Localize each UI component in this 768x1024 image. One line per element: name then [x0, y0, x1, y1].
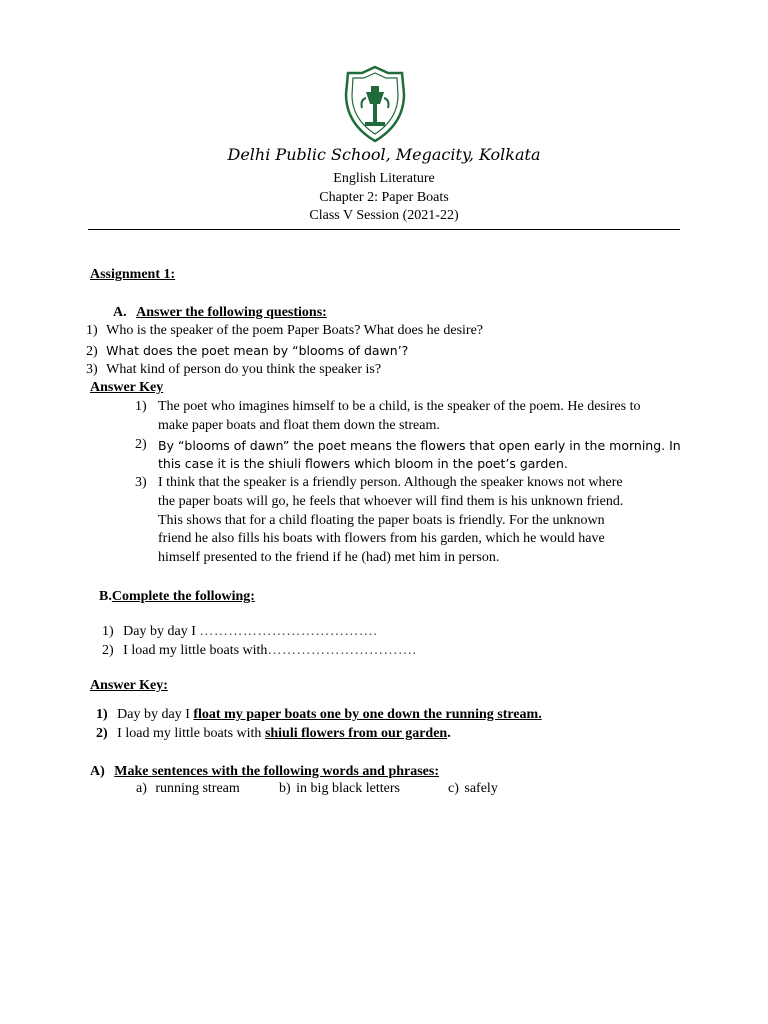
section-a-marker: A. — [113, 305, 127, 320]
answer-line: This shows that for a child floating the paper boats is friendly. For the unknown — [158, 513, 605, 528]
school-crest-logo — [340, 64, 410, 144]
question-number: 2) — [86, 344, 98, 359]
school-name: Delhi Public School, Megacity, Kolkata — [227, 145, 541, 164]
header-divider — [88, 229, 680, 230]
question-text: What kind of person do you think the speaker is? — [106, 362, 382, 377]
answer-line: make paper boats and float them down the stream. — [158, 418, 440, 433]
fill-blank-text: I load my little boats with — [123, 643, 268, 658]
phrase-item — [448, 781, 498, 797]
answer-key-prefix: Day by day I — [117, 707, 194, 722]
fill-blank-line: …………………………. — [267, 643, 417, 658]
fill-blank-item — [102, 624, 377, 640]
phrase-item — [279, 781, 400, 797]
phrase-label: c) — [448, 781, 459, 796]
phrase-text: safely — [464, 781, 498, 796]
answer-line: I think that the speaker is a friendly person. Although the speaker knows not where — [158, 475, 623, 490]
fill-blank-item — [102, 643, 416, 659]
phrase-text: in big black letters — [296, 781, 400, 796]
assignment-title: Assignment 1: — [90, 267, 176, 282]
answer-key-2-heading: Answer Key: — [90, 678, 168, 693]
answer-line: the paper boats will go, he feels that whoever will find them is his unknown friend. — [158, 494, 624, 509]
question-text: What does the poet mean by “blooms of dawn’? — [106, 343, 409, 358]
question-item — [86, 323, 483, 339]
question-number: 3) — [86, 362, 98, 377]
section-a-heading — [113, 305, 327, 321]
answer-number: 1) — [135, 399, 147, 414]
answer-line: By “blooms of dawn” the poet means the flowers that open early in the morning. In — [158, 438, 681, 453]
phrase-text: running stream — [155, 781, 240, 796]
fill-blank-number: 2) — [102, 643, 114, 658]
section-b-title: Complete the following: — [111, 589, 255, 604]
answer-line: this case it is the shiuli flowers which bloom in the poet’s garden. — [158, 456, 568, 471]
answer-key-prefix: I load my little boats with — [117, 726, 265, 741]
question-text: Who is the speaker of the poem Paper Boats? What does he desire? — [106, 323, 484, 338]
answer-key-item — [96, 707, 542, 723]
fill-blank-text: Day by day I — [123, 624, 196, 639]
fill-blank-line: ………………………………. — [199, 624, 378, 639]
answer-key-item — [96, 726, 451, 742]
answer-key-heading: Answer Key — [90, 380, 164, 395]
phrase-label: a) — [136, 781, 147, 796]
answer-line: friend he also fills his boats with flowers from his garden, which he would have — [158, 531, 605, 546]
class-session: Class V Session (2021-22) — [309, 208, 459, 223]
chapter-title: Chapter 2: Paper Boats — [319, 190, 449, 205]
answer-number: 2) — [135, 437, 147, 452]
question-number: 1) — [86, 323, 98, 338]
phrase-label: b) — [279, 781, 291, 796]
answer-key-number: 1) — [96, 707, 108, 722]
section-b-heading — [99, 589, 255, 605]
answer-key-number: 2) — [96, 726, 108, 741]
answer-number: 3) — [135, 475, 147, 490]
section-a-title: Answer the following questions: — [136, 305, 327, 320]
fill-blank-number: 1) — [102, 624, 114, 639]
answer-key-answer: shiuli flowers from our garden — [264, 726, 448, 741]
question-item — [86, 362, 381, 378]
answer-key-suffix: . — [447, 726, 451, 741]
question-item — [86, 343, 408, 360]
section-c-heading — [90, 764, 439, 780]
subject-title: English Literature — [333, 171, 435, 186]
phrase-item — [136, 781, 240, 797]
section-b-marker: B. — [99, 589, 112, 604]
section-c-marker: A) — [90, 764, 105, 779]
answer-key-answer: float my paper boats one by one down the running stream. — [193, 707, 542, 722]
section-c-title: Make sentences with the following words and phrases: — [114, 764, 440, 779]
answer-line: himself presented to the friend if he (had) met him in person. — [158, 550, 500, 565]
answer-line: The poet who imagines himself to be a child, is the speaker of the poem. He desires to — [158, 399, 641, 414]
